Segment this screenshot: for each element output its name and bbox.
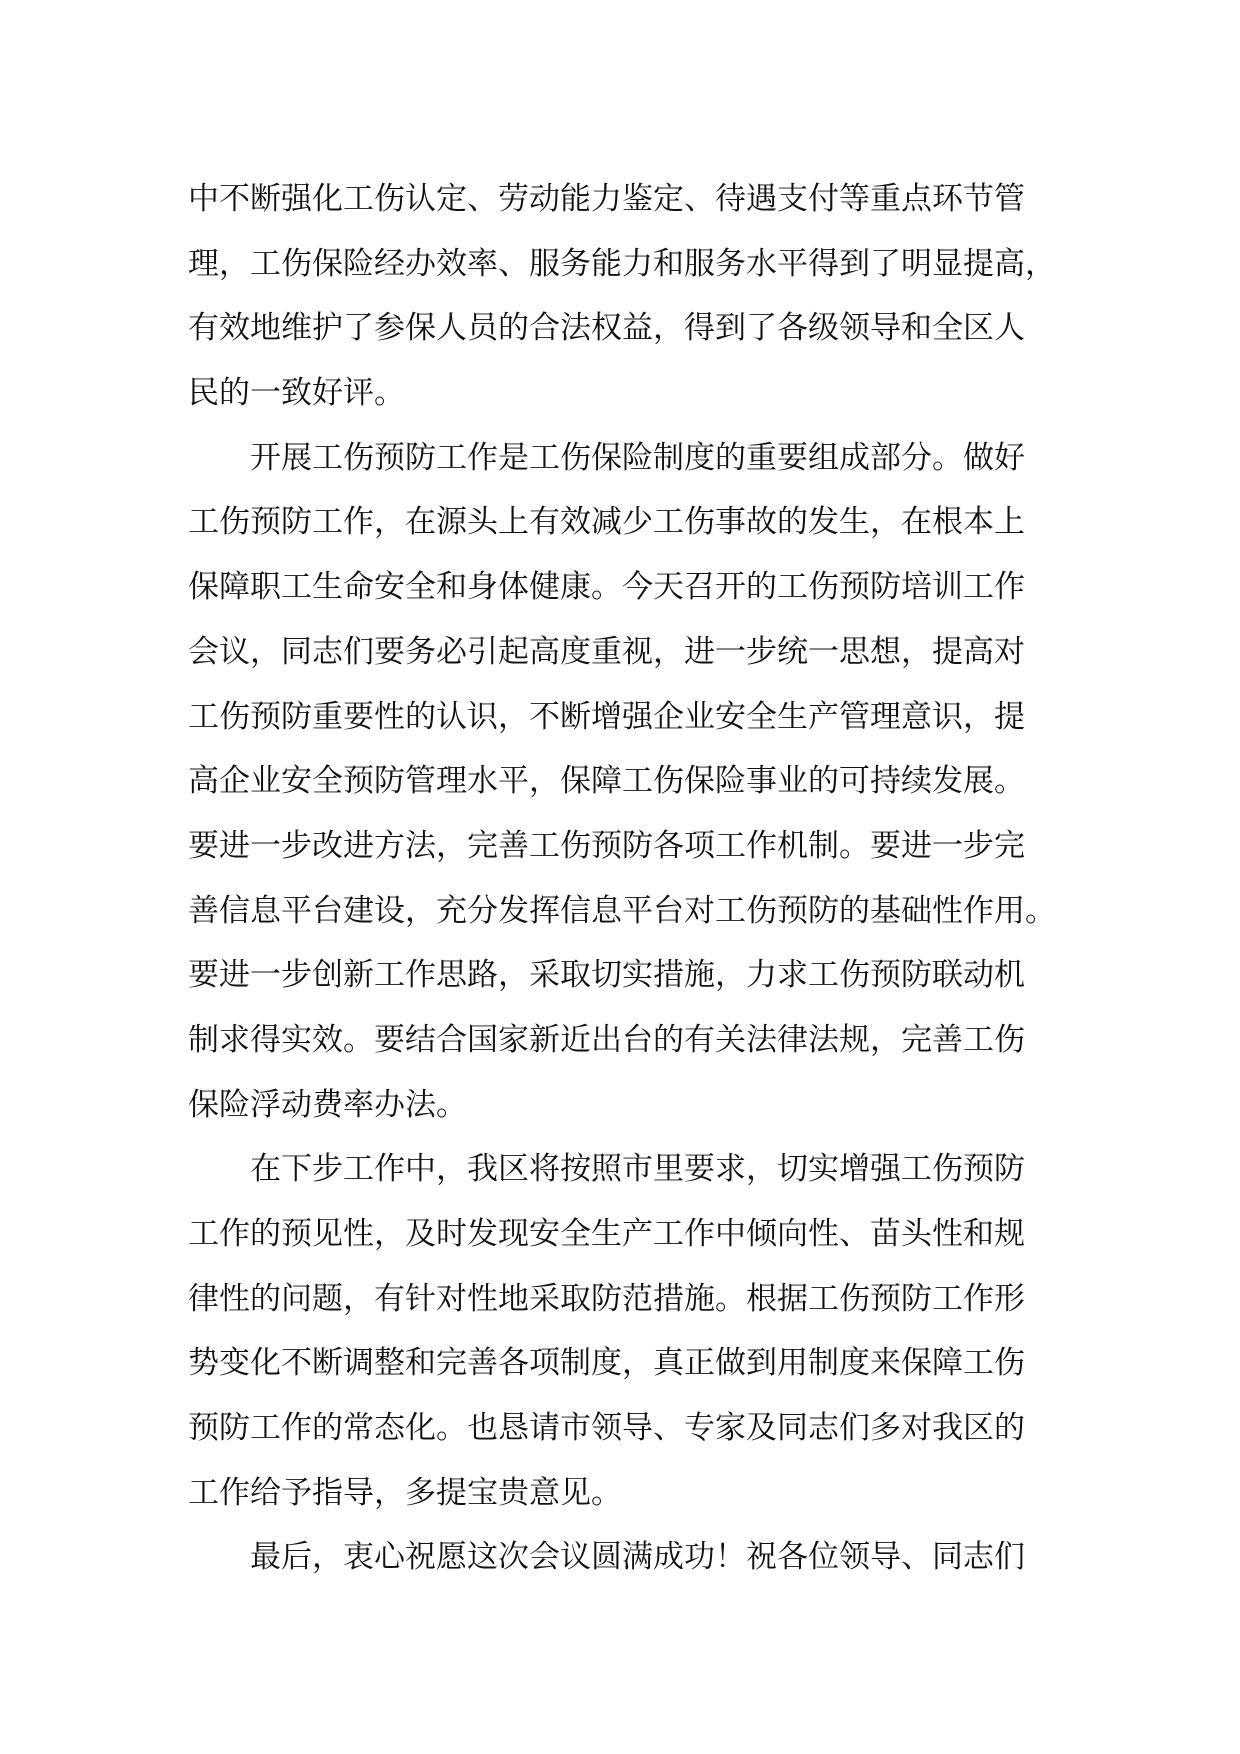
text-line: 民的一致好评。 [188,375,405,412]
paragraph-first-line: 开展工伤预防工作是工伤保险制度的重要组成部分。做好 [250,439,1025,476]
text-line: 要进一步创新工作思路，采取切实措施，力求工伤预防联动机 [188,957,1025,994]
text-line: 预防工作的常态化。也恳请市领导、专家及同志们多对我区的 [188,1410,1025,1447]
text-line: 势变化不断调整和完善各项制度，真正做到用制度来保障工伤 [188,1345,1025,1382]
text-line: 工作给予指导，多提宝贵意见。 [188,1474,622,1511]
document-body [188,167,1066,1590]
text-line: 中不断强化工伤认定、劳动能力鉴定、待遇支付等重点环节管 [188,181,1025,217]
text-line: 要进一步改进方法，完善工伤预防各项工作机制。要进一步完 [188,827,1025,864]
text-line: 会议，同志们要务必引起高度重视，进一步统一思想，提高对 [188,633,1025,670]
text-line: 工伤预防重要性的认识，不断增强企业安全生产管理意识，提 [188,698,1025,735]
text-line: 工伤预防工作，在源头上有效减少工伤事故的发生，在根本上 [188,504,1025,541]
paragraph-first-line: 在下步工作中，我区将按照市里要求，切实增强工伤预防 [250,1151,1025,1188]
text-line: 制求得实效。要结合国家新近出台的有关法律法规，完善工伤 [188,1021,1025,1058]
paragraph-first-line: 最后，衷心祝愿这次会议圆满成功！祝各位领导、同志们 [250,1539,1025,1576]
text-line: 保险浮动费率办法。 [188,1086,467,1123]
text-line: 工作的预见性，及时发现安全生产工作中倾向性、苗头性和规 [188,1216,1025,1252]
text-line: 高企业安全预防管理水平，保障工伤保险事业的可持续发展。 [188,763,1025,800]
text-line: 理，工伤保险经办效率、服务能力和服务水平得到了明显提高， [188,245,1056,282]
text-line: 善信息平台建设，充分发挥信息平台对工伤预防的基础性作用。 [188,892,1056,929]
text-line: 律性的问题，有针对性地采取防范措施。根据工伤预防工作形 [188,1280,1025,1317]
text-line: 保障职工生命安全和身体健康。今天召开的工伤预防培训工作 [188,569,1025,606]
text-line: 有效地维护了参保人员的合法权益，得到了各级领导和全区人 [188,310,1025,347]
